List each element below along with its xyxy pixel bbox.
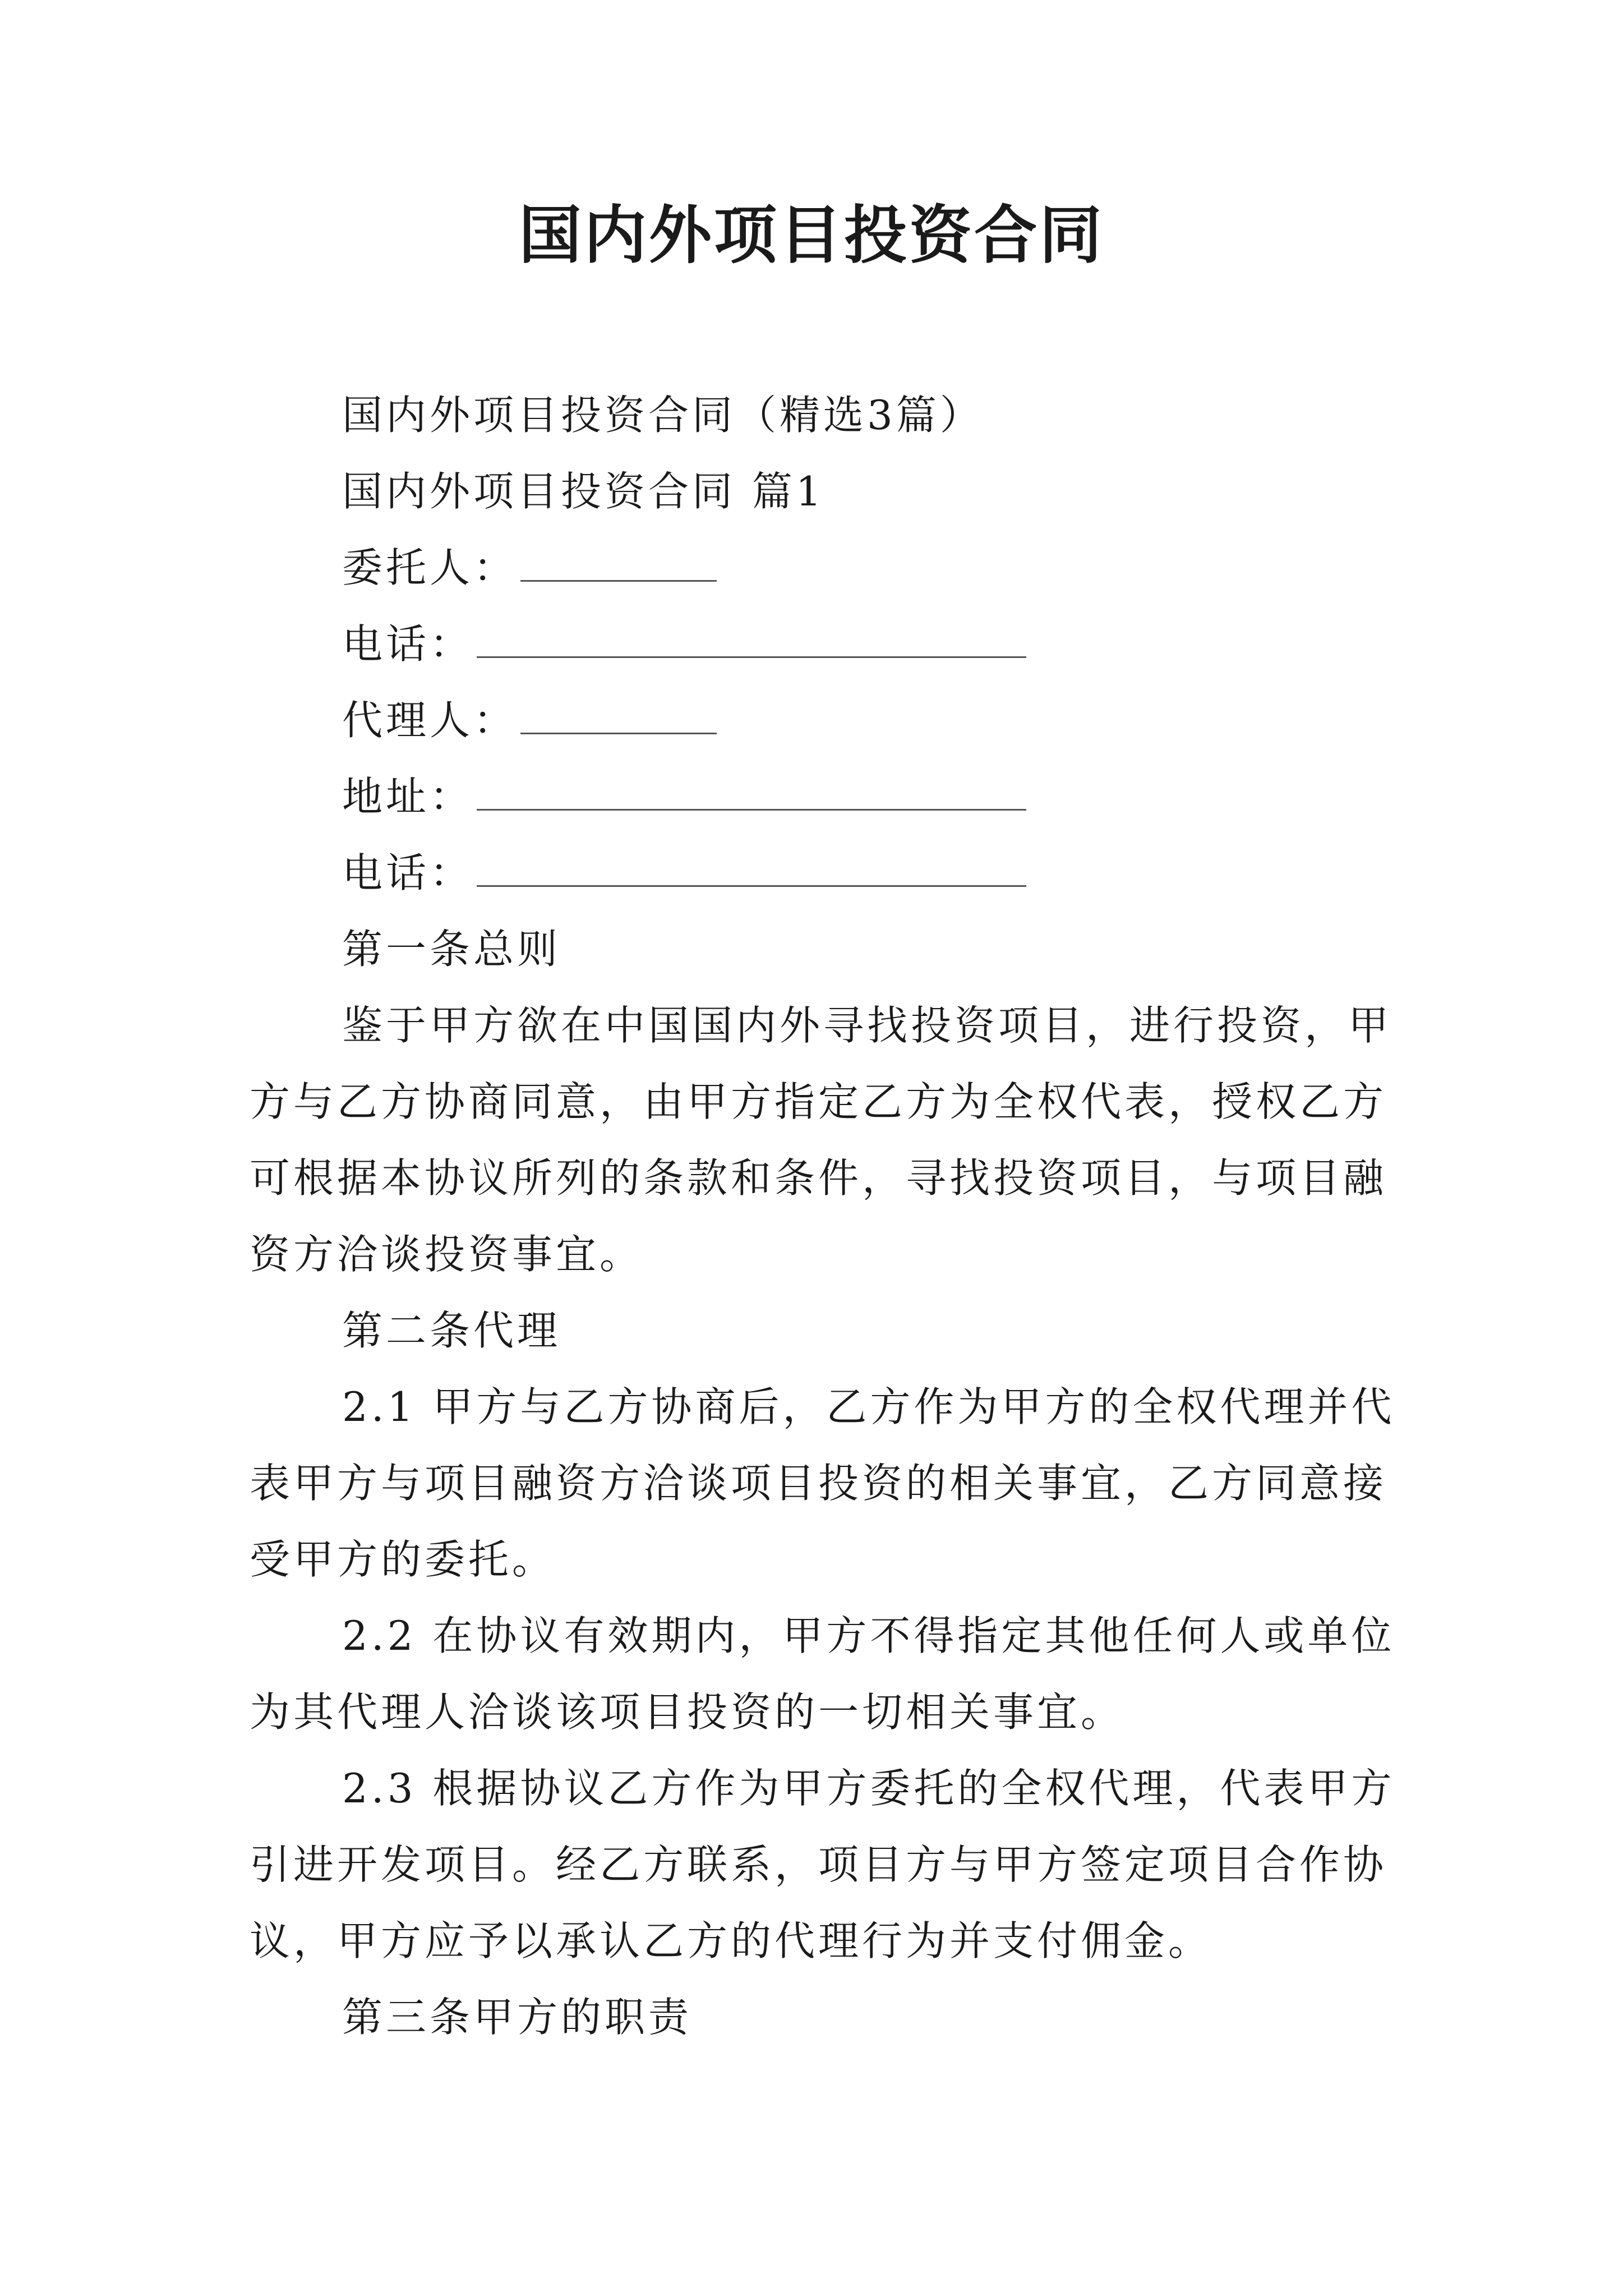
clause-2-2-line: 为其代理人洽谈该项目投资的一切相关事宜。 [250,1688,1125,1736]
article1-heading: 第一条总则 [342,926,561,973]
article2-heading: 第二条代理 [342,1307,561,1354]
field-client [342,540,717,596]
clause-2-1-line: 2.1 甲方与乙方协商后，乙方作为甲方的全权代理并代 [342,1383,1395,1430]
fill-blank [520,546,717,582]
field-phone-1 [342,616,1026,672]
document-title: 国内外项目投资合同 [519,199,1104,272]
field-phone-2 [342,845,1026,901]
field-agent [342,692,717,748]
clause-2-1-line: 受甲方的委托。 [250,1536,556,1583]
article1-line: 鉴于甲方欲在中国国内外寻找投资项目，进行投资，甲 [342,1002,1393,1049]
field-address [342,769,1026,825]
fill-blank [520,699,717,734]
field-label: 电话： [342,620,474,668]
chapter-heading: 国内外项目投资合同 篇1 [342,468,825,515]
field-label: 电话： [342,849,474,896]
fill-blank [477,775,1026,811]
clause-2-3-line: 议，甲方应予以承认乙方的代理行为并支付佣金。 [250,1917,1212,1964]
document-subtitle: 国内外项目投资合同（精选3篇） [342,392,984,439]
field-label: 代理人： [342,697,518,744]
article3-heading: 第三条甲方的职责 [342,1994,693,2041]
article1-line: 方与乙方协商同意，由甲方指定乙方为全权代表，授权乙方 [250,1078,1387,1125]
fill-blank [477,623,1026,658]
clause-2-3-line: 2.3 根据协议乙方作为甲方委托的全权代理，代表甲方 [342,1765,1395,1812]
clause-2-1-line: 表甲方与项目融资方洽谈项目投资的相关事宜，乙方同意接 [250,1460,1387,1507]
article1-line: 可根据本协议所列的条款和条件，寻找投资项目，与项目融 [250,1154,1387,1202]
fill-blank [477,852,1026,887]
article1-line: 资方洽谈投资事宜。 [250,1231,644,1278]
field-label: 委托人： [342,544,518,591]
clause-2-2-line: 2.2 在协议有效期内，甲方不得指定其他任何人或单位 [342,1612,1395,1659]
clause-2-3-line: 引进开发项目。经乙方联系，项目方与甲方签定项目合作协 [250,1841,1387,1888]
field-label: 地址： [342,773,474,820]
